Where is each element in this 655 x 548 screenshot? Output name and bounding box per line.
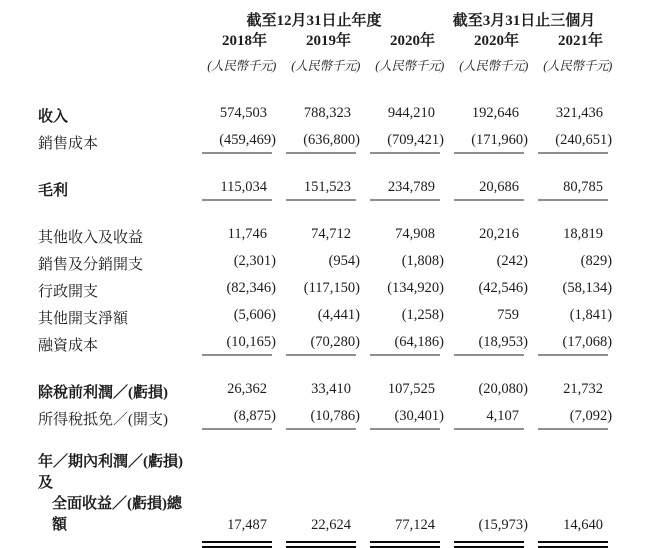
value-cell [188,250,276,277]
cell-value: (171,960) [471,131,529,148]
value-cell [524,405,613,432]
value-cell [272,405,360,432]
table-row [0,176,608,203]
cell-value: (134,920) [387,279,445,296]
cell-value: (117,150) [303,279,360,296]
value-cell [188,452,272,548]
cell-value: (1,808) [401,252,445,269]
cell-value: 14,640 [563,517,604,533]
value-cell [524,277,613,304]
cell-value: (709,421) [387,131,445,148]
cell-value: 20,216 [479,225,520,242]
table-row [0,250,608,277]
cell-value: 80,785 [563,178,604,195]
row-label: 除稅前利潤／(虧損) [38,385,168,401]
cell-value: (7,092) [569,407,613,424]
value-cell [440,223,524,250]
header-spacer-cell [0,32,188,56]
value-cell [440,129,529,156]
unit-cell [440,56,529,82]
year-label: 2020年 [390,33,436,49]
cell-value: 18,819 [563,225,604,242]
table-row [0,129,608,156]
cell-value: (70,280) [310,333,360,350]
year-header [524,32,608,56]
row-label-cell [0,129,188,156]
cell-value: 321,436 [555,104,604,121]
period-group-label: 截至3月31日止三個月 [452,12,596,29]
unit-cell [188,56,276,82]
row-label: 銷售及分銷開支 [38,257,144,273]
value-cell [524,176,608,203]
double-rule [370,541,440,548]
value-cell [356,331,445,358]
cell-value: 234,789 [387,178,436,195]
value-cell [272,304,360,331]
cell-value: (636,800) [303,131,360,148]
value-cell [356,452,440,548]
unit-label: (人民幣千元) [291,59,360,73]
value-cell [188,277,276,304]
cell-value: (20,080) [478,380,529,397]
cell-value: (15,973) [478,517,529,533]
row-spacer [0,432,608,452]
value-cell [272,250,360,277]
value-cell [356,378,440,405]
value-cell [188,102,272,129]
row-label: 行政開支 [38,284,99,300]
row-spacer [0,156,608,176]
value-cell [440,378,529,405]
value-cell [440,102,524,129]
cell-value: 20,686 [479,178,520,195]
row-spacer [0,82,608,102]
year-label: 2019年 [305,33,351,49]
value-cell [440,331,529,358]
cell-value: 11,746 [227,225,267,242]
row-label-cell [0,452,188,548]
row-label-cell [0,378,188,405]
year-header [356,32,440,56]
value-cell [524,129,613,156]
cell-value: 151,523 [303,178,351,195]
cell-value: (5,606) [233,306,276,323]
value-cell [188,405,276,432]
cell-value: (240,651) [555,131,613,148]
table-row [0,304,608,331]
row-spacer [0,203,608,223]
row-label: 毛利 [38,183,69,199]
row-label: 收入 [38,109,69,125]
row-label-cell [0,304,188,331]
row-label: 年／期內利潤／(虧損)及 [38,454,183,491]
value-cell [272,452,356,548]
value-cell [188,378,272,405]
value-cell [188,176,272,203]
row-label: 全面收益／(虧損)總額 [52,496,182,533]
cell-value: 77,124 [395,517,436,533]
cell-value: 21,732 [563,380,604,397]
value-cell [524,331,613,358]
unit-cell [524,56,613,82]
value-cell [272,102,356,129]
cell-value: (829) [580,252,613,269]
table-row [0,378,608,405]
cell-value: (58,134) [562,279,613,296]
cell-value: (10,165) [226,333,276,350]
value-cell [272,277,360,304]
row-label: 融資成本 [38,338,99,354]
cell-value: 574,503 [219,104,267,121]
value-cell [524,304,613,331]
value-cell [440,176,524,203]
cell-value: 115,034 [220,178,267,195]
cell-value: (82,346) [226,279,276,296]
value-cell [272,176,356,203]
value-cell [356,176,440,203]
value-cell [440,304,524,331]
table-row [0,452,608,548]
cell-value: 788,323 [303,104,351,121]
cell-value: (17,068) [562,333,613,350]
row-label-cell [0,223,188,250]
cell-value: (459,469) [219,131,276,148]
cell-value: (4,441) [317,306,360,323]
value-cell [524,452,608,548]
value-cell [272,331,360,358]
row-label-cell [0,331,188,358]
value-cell [188,223,272,250]
cell-value: (10,786) [310,407,360,424]
value-cell [356,277,445,304]
row-label: 其他收入及收益 [38,230,144,246]
unit-cell [356,56,445,82]
value-cell [272,223,356,250]
value-cell [356,223,440,250]
cell-value: (1,258) [401,306,445,323]
double-rule [286,541,356,548]
unit-label: (人民幣千元) [375,59,445,73]
value-cell [188,331,276,358]
cell-value: 759 [497,306,520,323]
unit-row [0,56,608,82]
row-label-cell [0,405,188,432]
cell-value: 192,646 [471,104,520,121]
cell-value: (8,875) [233,407,276,424]
double-rule [202,541,272,548]
table-row [0,102,608,129]
cell-value: 17,487 [227,517,267,533]
value-cell [356,129,445,156]
cell-value: 944,210 [387,104,436,121]
row-label: 所得稅抵免／(開支) [38,412,168,428]
value-cell [272,378,356,405]
income-statement-table [0,6,613,548]
value-cell [188,304,276,331]
unit-label: (人民幣千元) [543,59,613,73]
year-header [188,32,272,56]
cell-value: 33,410 [311,380,351,397]
value-cell [524,250,613,277]
cell-value: (64,186) [394,333,445,350]
value-cell [356,102,440,129]
row-label-cell [0,176,188,203]
cell-value: 4,107 [486,407,520,424]
year-header-row [0,32,608,56]
value-cell [440,277,529,304]
cell-value: (30,401) [394,407,445,424]
table-row [0,223,608,250]
cell-value: (954) [328,252,360,269]
cell-value: 107,525 [387,380,436,397]
row-label-cell [0,102,188,129]
header-spacer-cell [0,56,188,82]
cell-value: 22,624 [311,517,351,533]
unit-cell [272,56,360,82]
value-cell [440,250,529,277]
cell-value: (1,841) [569,306,613,323]
value-cell [356,304,445,331]
cell-value: 74,712 [311,225,351,242]
cell-value: (242) [496,252,529,269]
double-rule [454,541,524,548]
table-row [0,277,608,304]
period-group-label: 截至12月31日止年度 [246,12,382,29]
cell-value: (2,301) [233,252,276,269]
period-group-row [0,6,608,32]
value-cell [356,405,445,432]
header-spacer-cell [0,6,188,32]
table-row [0,405,608,432]
double-rule [538,541,608,548]
value-cell [524,223,608,250]
value-cell [440,405,524,432]
row-label: 其他開支淨額 [38,311,129,327]
row-label-cell [0,250,188,277]
cell-value: 26,362 [227,380,267,397]
row-label-cell [0,277,188,304]
row-label: 銷售成本 [38,136,99,152]
year-header [440,32,524,56]
table-row [0,331,608,358]
year-label: 2021年 [558,33,604,49]
period-group-annual [188,6,440,32]
unit-label: (人民幣千元) [459,59,529,73]
period-group-quarterly [440,6,608,32]
year-header [272,32,356,56]
value-cell [440,452,529,548]
value-cell [524,102,608,129]
value-cell [356,250,445,277]
value-cell [272,129,360,156]
row-spacer [0,358,608,378]
cell-value: (18,953) [478,333,529,350]
year-label: 2018年 [221,33,267,49]
cell-value: (42,546) [478,279,529,296]
value-cell [524,378,608,405]
cell-value: 74,908 [395,225,436,242]
unit-label: (人民幣千元) [207,59,276,73]
value-cell [188,129,276,156]
year-label: 2020年 [474,33,520,49]
